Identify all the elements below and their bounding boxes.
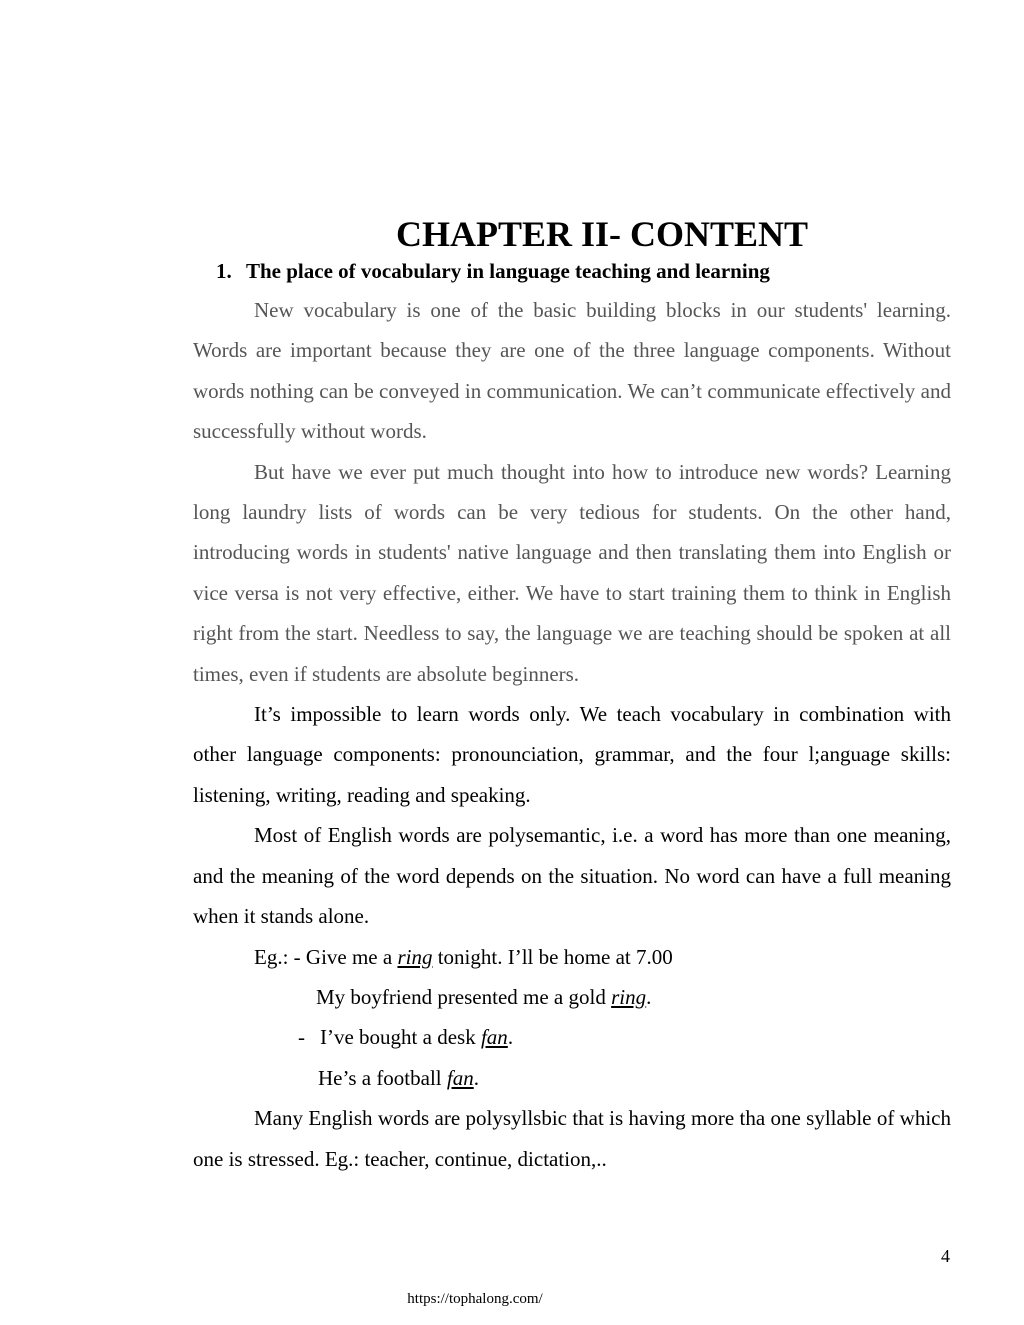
example-dash: - [298, 1025, 305, 1050]
paragraph-2: But have we ever put much thought into how to introduce new words? Learning long laundry lists of words can be very tedious for students. On the other hand, introducing words in students' native language and then translating them into English or vice versa is not very effective, either. We have to start training them to think in English right from the start. Needless to say, the language we are teaching should be spoken at all times, even if students are absolute beginners. [193, 459, 951, 686]
example-line-2 [193, 977, 951, 1017]
example-line-3 [193, 1017, 951, 1057]
example-text: . [646, 984, 652, 1009]
example-line-1 [193, 937, 951, 977]
paragraph-5: Many English words are polysyllsbic that is having more tha one syllable of which one is stressed. Eg.: teacher, continue, dictation,.. [193, 1106, 951, 1171]
example-text: I’ve bought a desk [320, 1025, 481, 1050]
example-text: Eg.: - Give me a [254, 944, 398, 969]
example-text: tonight. I’ll be home at 7.00 [432, 944, 673, 969]
section-number: 1. [216, 259, 232, 283]
example-keyword: ring [397, 944, 433, 969]
footer-url[interactable]: https://tophalong.com/ [407, 1291, 543, 1307]
example-keyword: ring [611, 984, 647, 1009]
example-text: . [473, 1065, 479, 1090]
chapter-title: CHAPTER II- CONTENT [395, 214, 809, 254]
paragraph-4: Most of English words are polysemantic, i.e. a word has more than one meaning, and the meaning of the word depends on the situation. No word can have a full meaning when it stands alone. [193, 823, 951, 929]
example-keyword: fan [446, 1065, 474, 1090]
example-text: He’s a football [318, 1065, 447, 1090]
body-text [193, 290, 951, 1179]
paragraph-3: It’s impossible to learn words only. We teach vocabulary in combination with other language components: pronounciation, grammar, and the four l;anguage skills: listening, writing, reading and speaking. [193, 702, 951, 807]
section-title: The place of vocabulary in language teaching and learning [246, 259, 770, 283]
section-heading [216, 258, 770, 284]
paragraph-1: New vocabulary is one of the basic building blocks in our students' learning. Words are important because they are one of the three language components. Without words nothing can be conveyed in communication. We can’t communicate effectively and successfully without words. [193, 298, 951, 444]
example-keyword: fan [480, 1025, 508, 1050]
example-text: My boyfriend presented me a gold [316, 984, 612, 1009]
example-text: . [507, 1025, 514, 1050]
page-number: 4 [941, 1246, 950, 1266]
example-line-4 [193, 1058, 951, 1098]
